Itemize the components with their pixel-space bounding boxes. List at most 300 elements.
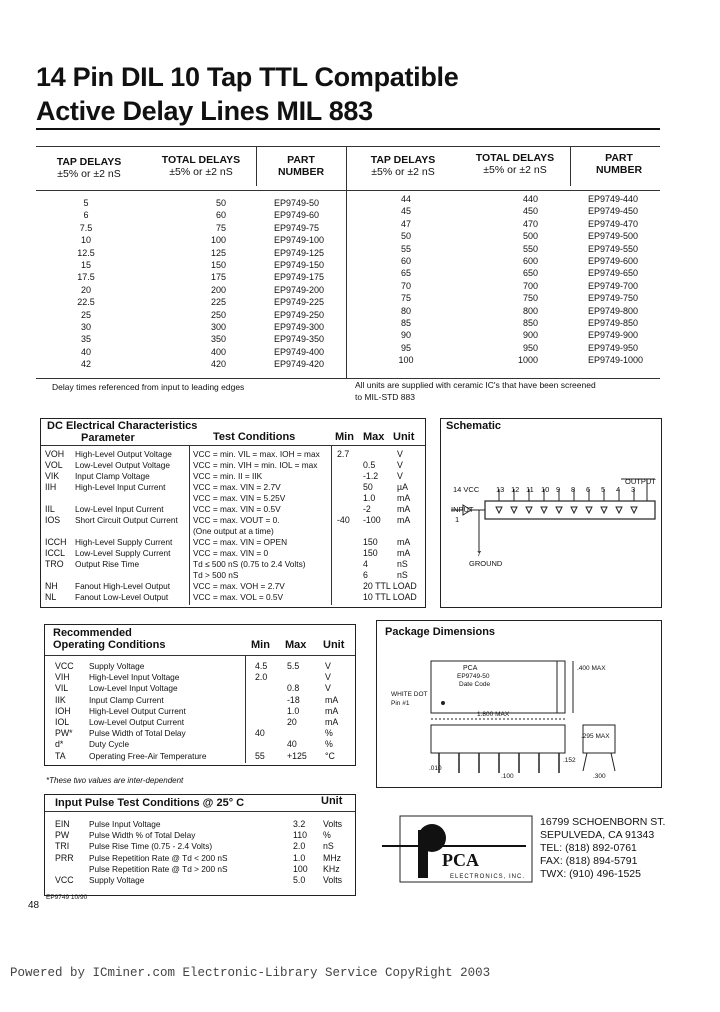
pkg-white-dot: WHITE DOT [391, 691, 428, 698]
dc-symbol: IIH [45, 482, 57, 492]
pulse-parameter: Pulse Repetition Rate @ Td < 200 nS [89, 852, 228, 863]
table-cell: 65 [400, 268, 411, 279]
rec-unit: mA [325, 717, 339, 727]
table-cell: EP9749-350 [274, 334, 325, 345]
logo-subtext: ELECTRONICS, INC. [450, 874, 526, 880]
delay-line-body [485, 501, 655, 519]
table-cell: EP9749-1000 [588, 355, 644, 366]
dc-max: 150 [363, 537, 378, 547]
rec-max: 5.5 [287, 661, 300, 671]
dc-unit: mA [397, 537, 411, 547]
table-cell: 15 [80, 259, 91, 270]
tap-buffer-icon [586, 507, 592, 513]
table-cell: 300 [210, 321, 226, 332]
rec-symbol: VIH [55, 672, 70, 683]
tap-pin-label: 12 [511, 485, 520, 494]
schematic-box [440, 418, 662, 608]
pulse-parameter: Pulse Input Voltage [89, 819, 161, 829]
pulse-symbol: VCC [55, 875, 74, 885]
table-cell: EP9749-300 [274, 321, 325, 332]
table-cell: 90 [400, 330, 411, 341]
dc-test-condition: VCC = min. VIL = max. IOH = max [193, 449, 320, 459]
pulse-value: 1.0 [293, 852, 306, 863]
dc-parameter: Short Circuit Output Current [75, 515, 178, 525]
pkg-brand: PCA [463, 665, 478, 672]
dc-unit: mA [397, 504, 411, 514]
rec-parameter: Pulse Width of Total Delay [89, 728, 186, 739]
table-cell: 25 [80, 309, 91, 320]
tap-pin-label: 8 [571, 485, 576, 494]
table-cell: 20 [80, 284, 91, 295]
pkg-dim-pin: .152 [563, 757, 576, 764]
dc-max: 50 [363, 482, 373, 492]
rec-min: 40 [255, 728, 265, 739]
dc-unit: V [397, 449, 403, 459]
tap-pin-label: 10 [541, 485, 550, 494]
dc-test-condition: VCC = max. VIN = 0.5V [193, 504, 281, 514]
dc-unit: nS [397, 570, 408, 580]
doc-code: EP9749 10/90 [46, 894, 88, 901]
rec-parameter: High-Level Output Current [89, 705, 186, 716]
dc-parameter: Fanout High-Level Output [75, 581, 171, 591]
table-cell: EP9749-900 [588, 330, 639, 341]
pkg-dim-length: 1.800 MAX [477, 711, 510, 718]
table-cell: 44 [400, 194, 411, 204]
rec-parameter: Low-Level Input Voltage [89, 683, 178, 694]
ceramic-note-2: to MIL-STD 883 [355, 392, 415, 402]
right-total-column [498, 194, 538, 367]
copyright-footer: Powered by ICminer.com Electronic-Library Service CopyRight 2003 [10, 966, 491, 980]
tap-buffer-icon [556, 507, 562, 513]
rec-unit: V [325, 661, 331, 671]
left-part-column [274, 198, 346, 371]
table-cell: 440 [522, 194, 538, 204]
dc-max: 10 TTL LOAD [363, 592, 417, 602]
pulse-parameter: Pulse Width % of Total Delay [89, 830, 196, 841]
pkg-dim-width: .300 [593, 773, 606, 780]
pulse-parameter: Supply Voltage [89, 875, 145, 885]
rec-symbol: TA [55, 750, 66, 761]
dc-test-condition: (One output at a time) [193, 526, 274, 536]
table-cell: 100 [210, 235, 226, 246]
rec-min: 2.0 [255, 672, 268, 683]
table-cell: EP9749-950 [588, 342, 639, 353]
table-cell: 700 [522, 280, 538, 291]
table-cell: 70 [400, 280, 411, 291]
rec-symbol: VCC [55, 661, 74, 671]
table-cell: 175 [210, 272, 226, 283]
table-cell: EP9749-175 [274, 272, 325, 283]
rec-unit: °C [325, 750, 335, 761]
delay-table-divider [346, 146, 347, 378]
left-tap-column [66, 198, 106, 371]
company-block [376, 812, 666, 888]
pulse-unit: KHz [323, 863, 340, 874]
rec-symbol: IIK [55, 694, 66, 705]
rec-unit: V [325, 672, 331, 683]
dc-parameter: Fanout Low-Level Output [75, 592, 169, 602]
table-cell: EP9749-60 [274, 210, 320, 221]
dc-test-condition: VCC = max. VOUT = 0. [193, 515, 280, 525]
dc-title: DC Electrical Characteristics [47, 420, 198, 432]
ground-pin: 7 [477, 549, 482, 558]
rec-max: 1.0 [287, 705, 300, 716]
rec-symbol: d* [55, 739, 64, 750]
rec-parameter: Input Clamp Current [89, 694, 164, 705]
pulse-unit: nS [323, 841, 334, 852]
pkg-dim-side: .295 MAX [581, 733, 610, 740]
pulse-value: 100 [293, 863, 308, 874]
dc-max: -2 [363, 504, 371, 514]
dc-param-header: Parameter [81, 432, 135, 444]
table-cell: 200 [210, 284, 226, 295]
pulse-symbol: TRI [55, 841, 70, 852]
pulse-unit: MHz [323, 852, 342, 863]
table-cell: EP9749-200 [274, 284, 325, 295]
right-total-header: TOTAL DELAYS ±5% or ±2 nS [475, 152, 555, 176]
dc-unit: µA [397, 482, 408, 492]
table-cell: 1000 [517, 355, 538, 366]
schematic-title: Schematic [446, 420, 502, 432]
package-top-view [431, 661, 565, 713]
table-cell: 650 [522, 268, 538, 279]
dc-min-header: Min [335, 431, 354, 443]
pkg-date: Date Code [459, 681, 491, 688]
dc-symbol: TRO [45, 559, 64, 569]
dc-unit-header: Unit [393, 431, 415, 443]
title-line-2: Active Delay Lines MIL 883 [36, 96, 373, 126]
dc-test-condition: Td > 500 nS [193, 570, 239, 580]
table-cell: 50 [215, 198, 226, 208]
table-cell: 420 [210, 359, 226, 370]
pkg-dim-pitch: .100 [501, 773, 514, 780]
dc-parameter: Low-Level Output Voltage [75, 460, 171, 470]
dc-symbol: VIK [45, 471, 60, 481]
left-total-column [186, 198, 226, 371]
rec-parameter: Operating Free-Air Temperature [89, 750, 207, 761]
table-cell: 400 [210, 346, 226, 357]
dc-unit: mA [397, 493, 411, 503]
table-cell: 150 [210, 259, 226, 270]
input-label: INPUT [451, 505, 474, 514]
table-cell: EP9749-500 [588, 231, 639, 242]
vcc-label: 14 VCC [453, 485, 480, 494]
table-cell: 75 [215, 222, 226, 233]
dc-max: -1.2 [363, 471, 379, 481]
table-cell: 95 [400, 342, 411, 353]
table-cell: 800 [522, 305, 538, 316]
rec-unit: % [325, 739, 333, 750]
rec-min: 55 [255, 750, 265, 761]
rec-unit-header: Unit [323, 639, 345, 651]
title-line-1: 14 Pin DIL 10 Tap TTL Compatible [36, 62, 459, 92]
ground-label: GROUND [469, 559, 503, 568]
table-cell: 6 [83, 210, 89, 221]
rec-parameter: High-Level Input Voltage [89, 672, 180, 683]
table-cell: 50 [400, 231, 411, 242]
company-line: TWX: (910) 496-1525 [540, 868, 641, 880]
dc-test-condition: VCC = max. VIN = 2.7V [193, 482, 281, 492]
rec-unit: mA [325, 694, 339, 705]
table-cell: 225 [210, 297, 226, 308]
dc-unit: mA [397, 548, 411, 558]
pkg-part: EP9749-50 [457, 673, 490, 680]
ceramic-note-1: All units are supplied with ceramic IC's that have been screened [355, 380, 596, 390]
pkg-title: Package Dimensions [385, 626, 496, 638]
package-drawing [377, 641, 661, 786]
dc-parameter: Output Rise Time [75, 559, 140, 569]
table-cell: 7.5 [79, 222, 93, 233]
dc-test-condition: VCC = max. VIN = OPEN [193, 537, 288, 547]
table-cell: 40 [80, 346, 91, 357]
dc-symbol: IOS [45, 515, 61, 525]
dc-test-condition: VCC = min. II = IIK [193, 471, 263, 481]
table-cell: EP9749-750 [588, 293, 639, 304]
tap-buffer-icon [511, 507, 517, 513]
page-number: 48 [28, 900, 40, 911]
input-pin: 1 [455, 515, 460, 524]
dc-min: 2.7 [337, 449, 350, 459]
rec-unit: % [325, 728, 333, 739]
table-cell: 470 [522, 218, 538, 229]
company-line: 16799 SCHOENBORN ST. [540, 816, 666, 828]
pulse-symbol: EIN [55, 819, 70, 829]
table-cell: 30 [80, 321, 91, 332]
dc-parameter: High-Level Supply Current [75, 537, 173, 547]
rec-title-2: Operating Conditions [53, 639, 166, 651]
table-cell: EP9749-400 [274, 346, 325, 357]
table-cell: 10 [80, 235, 91, 246]
dc-test-condition: Td ≤ 500 nS (0.75 to 2.4 Volts) [193, 559, 306, 569]
rec-max: +125 [287, 750, 307, 761]
company-line: TEL: (818) 892-0761 [540, 842, 637, 854]
tap-buffer-icon [571, 507, 577, 513]
tap-buffer-icon [526, 507, 532, 513]
pkg-pin1: Pin #1 [391, 700, 410, 707]
dc-test-condition: VCC = max. VIN = 5.25V [193, 493, 286, 503]
table-cell: 85 [400, 317, 411, 328]
dc-symbol: VOH [45, 449, 65, 459]
right-part-column [588, 194, 660, 367]
dc-max: 150 [363, 548, 378, 558]
pulse-symbol: PRR [55, 852, 74, 863]
package-side-view [431, 725, 565, 753]
table-cell: EP9749-100 [274, 235, 325, 246]
table-cell: 45 [400, 206, 411, 217]
pulse-parameter: Pulse Repetition Rate @ Td > 200 nS [89, 863, 228, 874]
tap-buffer-icon [496, 507, 502, 513]
table-cell: 850 [522, 317, 538, 328]
rec-symbol: VIL [55, 683, 69, 694]
tap-pin-label: 3 [631, 485, 636, 494]
rec-max: 20 [287, 717, 297, 727]
table-cell: EP9749-600 [588, 255, 639, 266]
dc-max: 1.0 [363, 493, 376, 503]
tap-pin-label: 9 [556, 485, 561, 494]
table-cell: 47 [400, 218, 411, 229]
dc-test-condition: VCC = max. VIN = 0 [193, 548, 269, 558]
delay-note: Delay times referenced from input to leading edges [52, 382, 245, 392]
delay-table [36, 146, 660, 386]
rec-max: 40 [287, 739, 297, 750]
right-tap-header: TAP DELAYS ±5% or ±2 nS [370, 154, 436, 178]
pulse-value: 2.0 [293, 841, 306, 852]
table-cell: EP9749-150 [274, 259, 325, 270]
rec-parameter: Low-Level Output Current [89, 717, 185, 727]
rec-min-header: Min [251, 639, 270, 651]
dc-symbol: ICCH [45, 537, 67, 547]
table-cell: 950 [522, 342, 538, 353]
pulse-unit-header: Unit [321, 795, 343, 807]
right-part-header: PART NUMBER [595, 152, 643, 176]
table-cell: EP9749-470 [588, 218, 639, 229]
rec-max: 0.8 [287, 683, 300, 694]
table-cell: 125 [210, 247, 226, 258]
dc-parameter: High-Level Output Voltage [75, 449, 172, 459]
pulse-parameter: Pulse Rise Time (0.75 - 2.4 Volts) [89, 841, 213, 852]
schematic-diagram [441, 439, 661, 599]
dc-max: 4 [363, 559, 368, 569]
rec-symbol: PW* [55, 728, 73, 739]
rec-parameter: Duty Cycle [89, 739, 130, 750]
table-cell: 750 [522, 293, 538, 304]
tap-buffer-icon [616, 507, 622, 513]
dc-characteristics-box [40, 418, 426, 608]
pulse-unit: Volts [323, 819, 343, 829]
dc-test-condition: VCC = max. VOL = 0.5V [193, 592, 284, 602]
company-line: SEPULVEDA, CA 91343 [540, 829, 655, 841]
table-cell: EP9749-420 [274, 359, 325, 370]
dc-symbol: IIL [45, 504, 55, 514]
rec-symbol: IOH [55, 705, 71, 716]
tap-pin-label: 5 [601, 485, 606, 494]
package-box [376, 620, 662, 788]
table-cell: 42 [80, 359, 91, 370]
title-rule [36, 128, 660, 130]
dc-max-header: Max [363, 431, 385, 443]
pulse-symbol: PW [55, 830, 70, 841]
company-line: FAX: (818) 894-5791 [540, 855, 638, 867]
pulse-value: 110 [293, 830, 308, 841]
logo-text: PCA [442, 850, 479, 870]
pulse-unit: % [323, 830, 331, 841]
table-cell: 600 [522, 255, 538, 266]
table-cell: EP9749-850 [588, 317, 639, 328]
table-cell: 350 [210, 334, 226, 345]
pulse-value: 5.0 [293, 875, 306, 885]
table-cell: 75 [400, 293, 411, 304]
dc-symbol: NL [45, 592, 57, 602]
table-cell: 450 [522, 206, 538, 217]
table-cell: 80 [400, 305, 411, 316]
dc-parameter: Low-Level Input Current [75, 504, 164, 514]
white-dot-icon [441, 701, 445, 705]
pkg-dim-height: .400 MAX [577, 665, 606, 672]
rec-unit: V [325, 683, 331, 694]
dc-parameter: Low-Level Supply Current [75, 548, 171, 558]
left-tap-header: TAP DELAYS ±5% or ±2 nS [56, 156, 122, 180]
table-cell: 250 [210, 309, 226, 320]
rec-title-1: Recommended [53, 627, 132, 639]
tap-buffer-icon [601, 507, 607, 513]
table-cell: EP9749-650 [588, 268, 639, 279]
left-part-header: PART NUMBER [277, 154, 325, 178]
tap-pin-label: 4 [616, 485, 621, 494]
rec-symbol: IOL [55, 717, 70, 727]
tap-pin-label: 11 [526, 485, 534, 494]
dc-test-header: Test Conditions [213, 431, 296, 443]
tap-pin-label: 6 [586, 485, 591, 494]
table-cell: 500 [522, 231, 538, 242]
dc-unit: V [397, 460, 403, 470]
tap-pin-label: 13 [496, 485, 505, 494]
tap-buffer-icon [541, 507, 547, 513]
dc-max: 0.5 [363, 460, 376, 470]
tap-buffer-icon [631, 507, 637, 513]
dc-test-condition: VCC = max. VOH = 2.7V [193, 581, 285, 591]
rec-parameter: Supply Voltage [89, 661, 145, 671]
rec-max-header: Max [285, 639, 307, 651]
table-cell: EP9749-440 [588, 194, 639, 204]
dc-unit: V [397, 471, 403, 481]
pulse-box [44, 794, 356, 896]
table-cell: EP9749-800 [588, 305, 639, 316]
dc-max: 20 TTL LOAD [363, 581, 417, 591]
table-cell: 55 [400, 243, 411, 254]
table-cell: EP9749-225 [274, 297, 325, 308]
pkg-dim-lead: .010 [429, 765, 442, 772]
dc-test-condition: VCC = min. VIH = min. IOL = max [193, 460, 318, 470]
table-cell: 17.5 [77, 272, 95, 283]
pulse-unit: Volts [323, 875, 343, 885]
dc-symbol: NH [45, 581, 58, 591]
dc-symbol: ICCL [45, 548, 66, 558]
rec-footnote: *These two values are inter-dependent [46, 776, 184, 785]
table-cell: EP9749-550 [588, 243, 639, 254]
table-cell: EP9749-450 [588, 206, 639, 217]
rec-max: -18 [287, 694, 300, 705]
dc-unit: mA [397, 515, 411, 525]
table-cell: 35 [80, 334, 91, 345]
pulse-title: Input Pulse Test Conditions @ 25° C [55, 797, 245, 809]
table-cell: 22.5 [77, 297, 95, 308]
dc-max: -100 [363, 515, 381, 525]
dc-parameter: Input Clamp Voltage [75, 471, 150, 481]
pulse-value: 3.2 [293, 819, 306, 829]
recommended-box [44, 624, 356, 766]
table-cell: EP9749-50 [274, 198, 320, 208]
dc-max: 6 [363, 570, 368, 580]
rec-unit: mA [325, 705, 339, 716]
table-cell: 550 [522, 243, 538, 254]
table-cell: 60 [215, 210, 226, 221]
dc-symbol: VOL [45, 460, 63, 470]
table-cell: EP9749-125 [274, 247, 325, 258]
dc-unit: nS [397, 559, 408, 569]
table-cell: 12.5 [77, 247, 95, 258]
table-cell: EP9749-75 [274, 222, 320, 233]
rec-min: 4.5 [255, 661, 268, 671]
table-cell: 900 [522, 330, 538, 341]
dc-parameter: High-Level Input Current [75, 482, 166, 492]
left-total-header: TOTAL DELAYS ±5% or ±2 nS [161, 154, 241, 178]
table-cell: 5 [83, 198, 89, 208]
output-label: OUTPUT [625, 477, 656, 486]
dc-min: -40 [337, 515, 350, 525]
right-tap-column [386, 194, 426, 367]
table-cell: EP9749-250 [274, 309, 325, 320]
table-cell: 60 [400, 255, 411, 266]
